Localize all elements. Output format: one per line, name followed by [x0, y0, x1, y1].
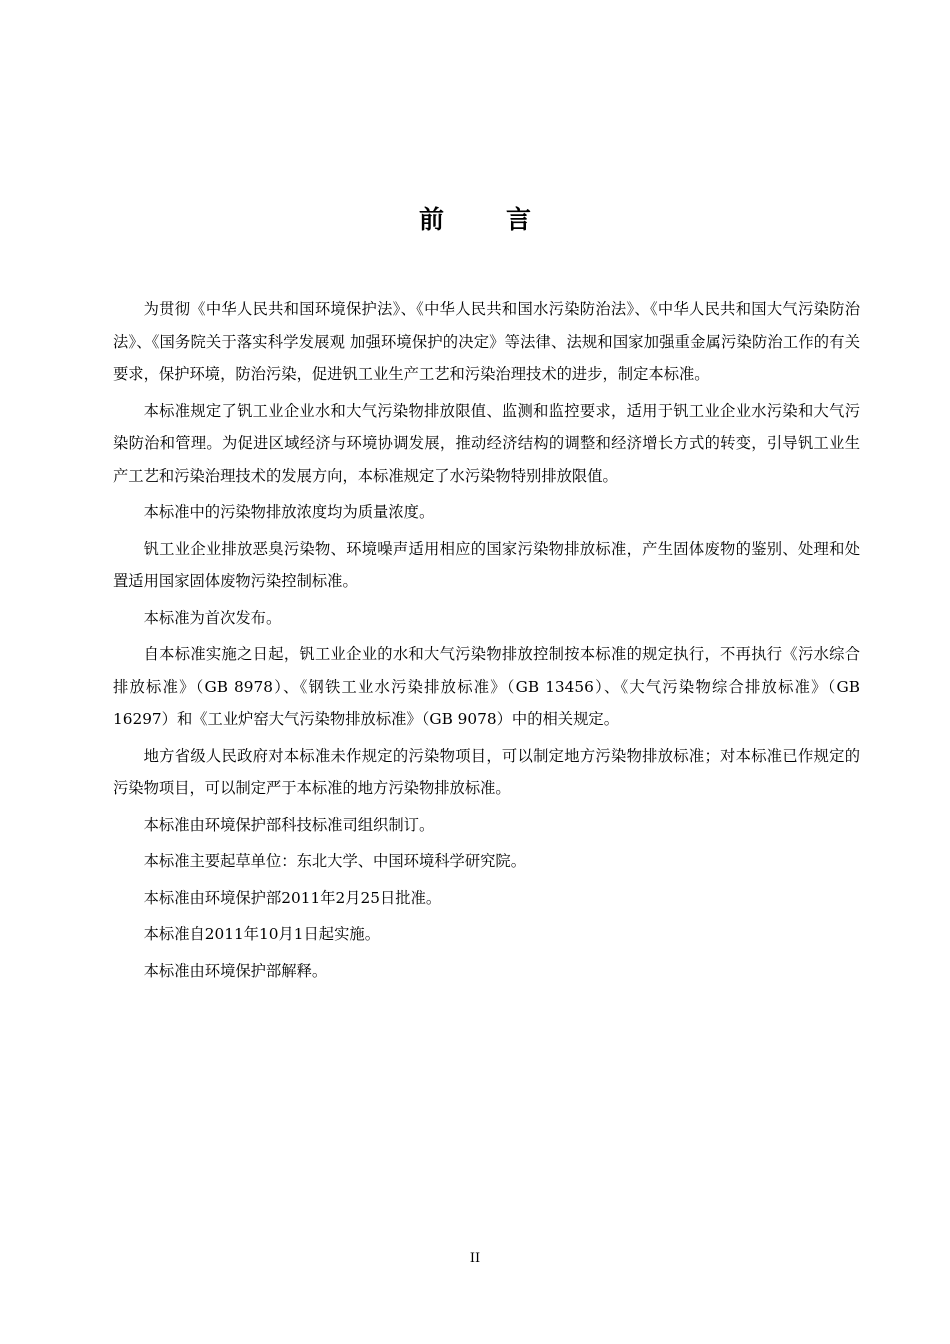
paragraph-scope: 本标准规定了钒工业企业水和大气污染物排放限值、监测和监控要求，适用于钒工业企业水污染和大气污染防治和管理。为促进区域经济与环境协调发展，推动经济结构的调整和经济增长方式的转变，引导钒工业生产工艺和污染治理技术的发展方向，本标准规定了水污染物特别排放限值。	[113, 401, 860, 485]
paragraph-first-release: 本标准为首次发布。	[143, 608, 282, 627]
page-number: II	[469, 1251, 481, 1266]
paragraph-local-standards: 地方省级人民政府对本标准未作规定的污染物项目，可以制定地方污染物排放标准；对本标准已作规定的污染物项目，可以制定严于本标准的地方污染物排放标准。	[113, 746, 860, 797]
paragraph-concentration: 本标准中的污染物排放浓度均为质量浓度。	[143, 503, 435, 521]
page-title: 前言	[418, 205, 593, 234]
body-text	[113, 293, 860, 987]
paragraph-effective-date: 本标准自2011年10月1日起实施。	[143, 925, 380, 943]
paragraph-replacement: 自本标准实施之日起，钒工业企业的水和大气污染物排放控制按本标准的规定执行，不再执行《污水综合排放标准》（GB 8978）、《钢铁工业水污染排放标准》（GB 13456）、《大气污染物综合排放标准》（GB 16297）和《工业炉窑大气污染物排放标准》（GB 9078）中的相关规定。	[113, 645, 860, 728]
paragraph-purpose: 为贯彻《中华人民共和国环境保护法》、《中华人民共和国水污染防治法》、《中华人民共和国大气污染防治法》、《国务院关于落实科学发展观 加强环境保护的决定》等法律、法规和国家加强重金属污染防治工作的有关要求，保护环境，防治污染，促进钒工业生产工艺和污染治理技术的进步，制定本标准。	[113, 300, 860, 383]
paragraph-drafters: 本标准主要起草单位：东北大学、中国环境科学研究院。	[143, 852, 527, 870]
paragraph-interpretation: 本标准由环境保护部解释。	[143, 961, 328, 980]
paragraph-organizer: 本标准由环境保护部科技标准司组织制订。	[143, 815, 435, 834]
paragraph-approval-date: 本标准由环境保护部2011年2月25日批准。	[143, 888, 442, 907]
paragraph-other-pollutants: 钒工业企业排放恶臭污染物、环境噪声适用相应的国家污染物排放标准，产生固体废物的鉴别、处理和处置适用国家固体废物污染控制标准。	[113, 539, 860, 590]
